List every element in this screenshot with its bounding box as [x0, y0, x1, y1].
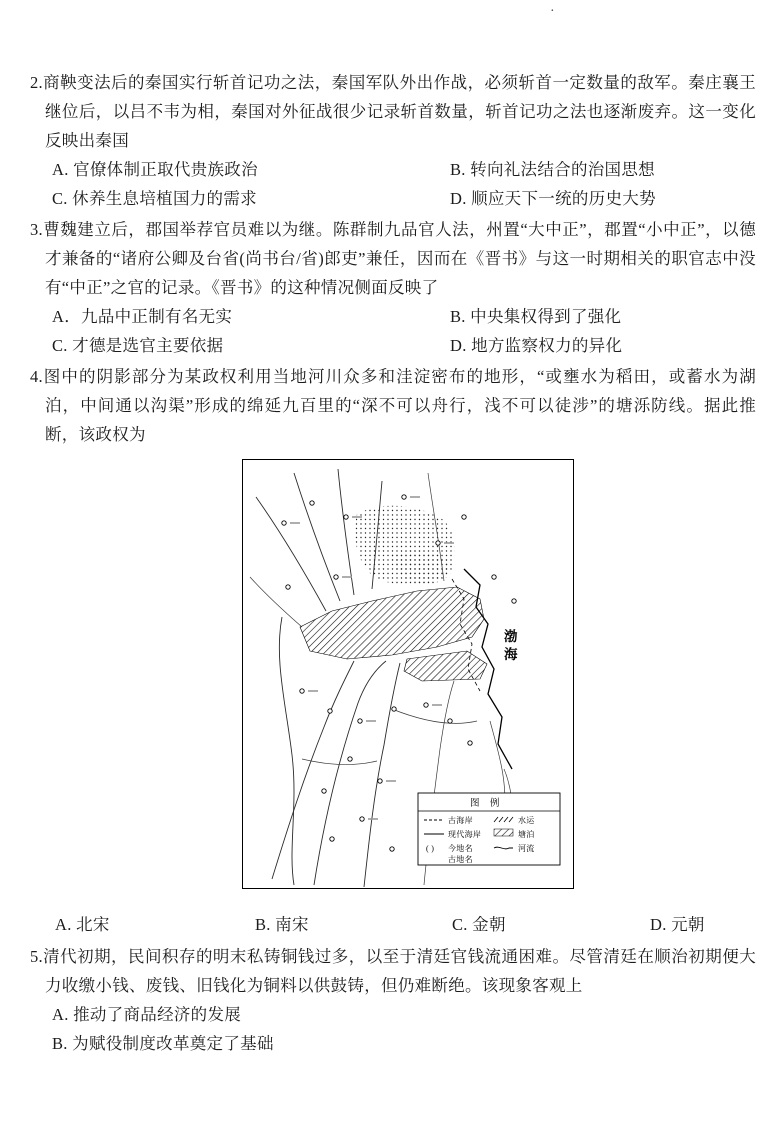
question-4	[30, 362, 756, 940]
legend-title: 图 例	[470, 799, 504, 809]
question-2-option-b: B. 转向礼法结合的治国思想	[450, 160, 655, 179]
legend-modern-name-label: 今地名	[448, 844, 473, 853]
svg-text:海: 海	[504, 647, 519, 662]
question-5-stem: 5.清代初期，民间积存的明末私铸铜钱过多，以至于清廷官钱流通困难。尽管清廷在顺治初期便大力收缴小钱、废钱、旧钱化为铜料以供鼓铸，但仍难断绝。该现象客观上	[30, 947, 756, 995]
question-4-map-figure	[242, 459, 574, 898]
question-3-option-a: A．九品中正制有名无实	[52, 307, 233, 326]
question-2-stem: 2.商鞅变法后的秦国实行斩首记功之法，秦国军队外出作战，必须斩首一定数量的敌军。秦庄襄王继位后，以吕不韦为相，秦国对外征战很少记录斩首数量，斩首记功之法也逐渐废弃。这一变化反映出秦国	[30, 73, 756, 150]
question-2-option-c: C. 休养生息培植国力的需求	[52, 189, 257, 208]
historical-map	[242, 459, 574, 889]
map-tangpo-band	[300, 587, 487, 681]
map-legend	[418, 793, 560, 865]
question-2-options-row-1	[30, 155, 756, 184]
legend-tangpo-symbol	[494, 829, 513, 836]
svg-text:渤: 渤	[504, 629, 519, 644]
question-3-option-c: C. 才德是选官主要依据	[52, 336, 224, 355]
legend-river-label: 河流	[518, 844, 535, 853]
question-5	[30, 942, 756, 1058]
question-4-option-b: B. 南宋	[255, 915, 309, 934]
question-3	[30, 215, 756, 360]
question-4-option-a: A. 北宋	[55, 915, 110, 934]
legend-old-name-label: 古地名	[448, 855, 473, 864]
question-3-option-d: D. 地方监察权力的异化	[450, 336, 623, 355]
sea-label-bohai	[504, 628, 519, 662]
question-2-option-d: D. 顺应天下一统的历史大势	[450, 189, 656, 208]
question-2	[30, 68, 756, 213]
legend-waterway-label: 水运	[518, 816, 535, 825]
legend-modern-name-symbol: ( )	[426, 844, 435, 853]
question-2-options-row-2	[30, 184, 756, 213]
legend-old-coast-label: 古海岸	[448, 816, 473, 825]
question-5-option-a: A. 推动了商品经济的发展	[52, 1005, 242, 1024]
legend-modern-coast-label: 现代海岸	[448, 830, 482, 839]
exam-content	[30, 68, 756, 1060]
question-3-option-b: B. 中央集权得到了强化	[450, 307, 622, 326]
page-top-dot: ·	[550, 4, 555, 19]
question-3-stem: 3.曹魏建立后，郡国举荐官员难以为继。陈群制九品官人法，州置“大中正”，郡置“小中正”，以德才兼备的“诸府公卿及台省(尚书台/省)郎吏”兼任，因而在《晋书》与这一时期相关的职官志中没有“中正”之官的记录。《晋书》的这种情况侧面反映了	[30, 220, 756, 297]
question-4-option-c: C. 金朝	[452, 915, 506, 934]
map-dotted-area	[355, 506, 455, 586]
question-4-stem: 4.图中的阴影部分为某政权利用当地河川众多和洼淀密布的地形，“或壅水为稻田，或蓄水为湖泊，中间通以沟渠”形成的绵延九百里的“深不可以舟行，浅不可以徒涉”的塘泺防线。据此推断，该政权为	[30, 367, 756, 444]
question-3-options-row-2	[30, 331, 756, 360]
question-4-options-row	[30, 910, 756, 940]
question-5-option-b: B. 为赋役制度改革奠定了基础	[52, 1034, 274, 1053]
legend-tangpo-label: 塘泊	[518, 830, 535, 839]
question-4-option-d: D. 元朝	[650, 915, 705, 934]
question-3-options-row-1	[30, 302, 756, 331]
question-2-option-a: A. 官僚体制正取代贵族政治	[52, 160, 258, 179]
